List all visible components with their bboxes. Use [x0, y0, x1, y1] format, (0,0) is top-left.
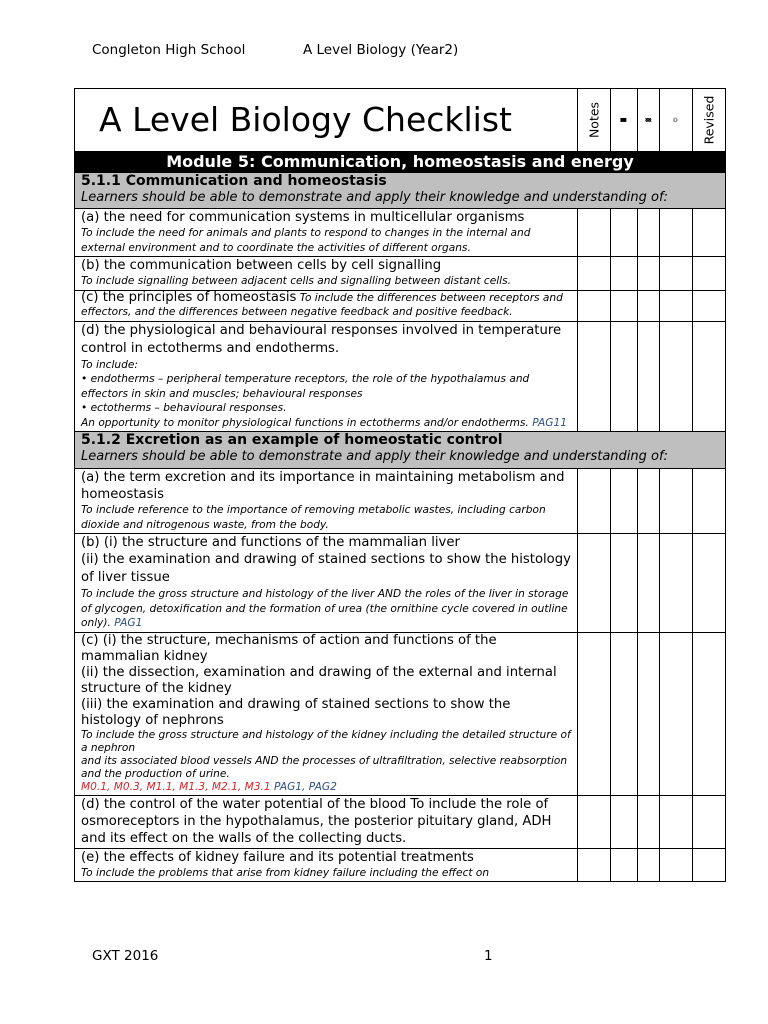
check-cell-2[interactable] [638, 209, 660, 257]
item-guidance-bullet: • endotherms – peripheral temperature receptors, the role of the hypothalamus and effectors in skin and muscles; behavioural responses [81, 373, 530, 400]
check-cell-2[interactable] [638, 257, 660, 291]
item-text: (ii) the dissection, examination and drawing of the external and internal structure of the kidney [81, 664, 557, 696]
item-text: (d) the physiological and behavioural responses involved in temperature control in ectotherms and endotherms. [81, 322, 562, 356]
check-cell-2[interactable] [638, 848, 660, 882]
item-text: (e) the effects of kidney failure and its potential treatments [81, 849, 474, 865]
maths-skills: M0.1, M0.3, M1.1, M1.3, M2.1, M3.1 [81, 780, 271, 793]
check-cell-1[interactable] [611, 469, 638, 534]
item-text: (c) (i) the structure, mechanisms of action and functions of the mammalian kidney [81, 632, 497, 664]
notes-cell[interactable] [578, 795, 611, 848]
table-row [75, 632, 726, 795]
revised-cell[interactable] [693, 795, 726, 848]
page-number: 1 [484, 948, 493, 964]
pag-reference: PAG1, PAG2 [273, 780, 337, 793]
item-text: (d) the control of the water potential of the blood To include the role of osmoreceptors in the hypothalamus, the posterior pituitary gland, ADH and its effect on the walls of the collecting ducts. [81, 796, 552, 846]
module-heading: Module 5: Communication, homeostasis and energy [75, 152, 726, 173]
title-row [75, 89, 726, 152]
item-guidance: An opportunity to monitor physiological functions in ectotherms and/or endotherms. [81, 416, 529, 429]
checklist-table [74, 88, 726, 882]
revised-cell[interactable] [693, 209, 726, 257]
column-notes: Notes [586, 101, 602, 139]
check-cell-3[interactable] [660, 534, 693, 633]
check-cell-1[interactable] [611, 632, 638, 795]
check-cell-3[interactable] [660, 209, 693, 257]
check-cell-3[interactable] [660, 321, 693, 432]
notes-cell[interactable] [578, 632, 611, 795]
section-intro: Learners should be able to demonstrate and apply their knowledge and understanding of: [81, 190, 668, 205]
check-cell-2[interactable] [638, 795, 660, 848]
check-cell-3[interactable] [660, 848, 693, 882]
check-cell-3[interactable] [660, 257, 693, 291]
notes-cell[interactable] [578, 257, 611, 291]
item-text: (a) the need for communication systems in multicellular organisms [81, 210, 525, 225]
page-title: A Level Biology Checklist [99, 100, 512, 139]
table-row [75, 469, 726, 534]
revised-cell[interactable] [693, 632, 726, 795]
check-cell-1[interactable] [611, 257, 638, 291]
revised-cell[interactable] [693, 848, 726, 882]
revised-cell[interactable] [693, 321, 726, 432]
column-3: ☺ [673, 117, 679, 123]
item-guidance: To include the gross structure and histology of the kidney including the detailed structure of a nephron [81, 728, 571, 754]
item-text: (ii) the examination and drawing of stained sections to show the histology of liver tissue [81, 552, 571, 585]
item-guidance: and its associated blood vessels AND the processes of ultrafiltration, selective reabsorption and the production of urine. [81, 754, 568, 780]
item-guidance: To include the differences between receptors and effectors, and the differences between negative feedback and positive feedback. [81, 291, 563, 318]
section-row [75, 432, 726, 469]
section-row [75, 173, 726, 209]
section-intro: Learners should be able to demonstrate and apply their knowledge and understanding of: [81, 449, 668, 464]
check-cell-3[interactable] [660, 469, 693, 534]
notes-cell[interactable] [578, 848, 611, 882]
section-title: 5.1.1 Communication and homeostasis [81, 173, 387, 189]
item-guidance: To include signalling between adjacent cells and signalling between distant cells. [81, 275, 511, 287]
section-title: 5.1.2 Excretion as an example of homeostatic control [81, 432, 503, 448]
check-cell-1[interactable] [611, 290, 638, 321]
check-cell-2[interactable] [638, 534, 660, 633]
check-cell-1[interactable] [611, 848, 638, 882]
item-text: (b) (i) the structure and functions of the mammalian liver [81, 535, 460, 550]
column-1: █ [621, 118, 627, 122]
check-cell-1[interactable] [611, 795, 638, 848]
notes-cell[interactable] [578, 469, 611, 534]
notes-cell[interactable] [578, 534, 611, 633]
check-cell-3[interactable] [660, 795, 693, 848]
revised-cell[interactable] [693, 534, 726, 633]
item-guidance: To include the gross structure and histology of the liver AND the roles of the liver in storage of glycogen, detoxification and the formation of urea (the ornithine cycle covered in outline only). [81, 588, 569, 629]
check-cell-1[interactable] [611, 321, 638, 432]
check-cell-2[interactable] [638, 321, 660, 432]
table-row [75, 290, 726, 321]
table-row [75, 848, 726, 882]
item-guidance: To include reference to the importance of removing metabolic wastes, including carbon dioxide and nitrogenous waste, from the body. [81, 504, 546, 531]
check-cell-2[interactable] [638, 290, 660, 321]
check-cell-2[interactable] [638, 469, 660, 534]
table-row [75, 795, 726, 848]
footer-label: GXT 2016 [92, 948, 159, 964]
revised-cell[interactable] [693, 469, 726, 534]
item-text: (b) the communication between cells by cell signalling [81, 258, 442, 273]
item-text: (c) the principles of homeostasis [81, 289, 297, 305]
notes-cell[interactable] [578, 321, 611, 432]
table-row [75, 534, 726, 633]
item-guidance: To include the need for animals and plants to respond to changes in the internal and external environment and to coordinate the activities of different organs. [81, 227, 531, 254]
check-cell-3[interactable] [660, 632, 693, 795]
module-row [75, 152, 726, 173]
item-guidance: To include the problems that arise from kidney failure including the effect on [81, 866, 490, 879]
item-guidance-bullet: • ectotherms – behavioural responses. [81, 402, 287, 414]
column-2: ▓ [645, 118, 652, 122]
check-cell-1[interactable] [611, 534, 638, 633]
item-text: (iii) the examination and drawing of stained sections to show the histology of nephrons [81, 696, 511, 728]
header-school: Congleton High School [92, 42, 246, 58]
notes-cell[interactable] [578, 209, 611, 257]
revised-cell[interactable] [693, 290, 726, 321]
revised-cell[interactable] [693, 257, 726, 291]
check-cell-2[interactable] [638, 632, 660, 795]
pag-reference: PAG11 [532, 416, 567, 429]
table-row [75, 257, 726, 291]
column-revised: Revised [701, 95, 717, 145]
item-guidance-intro: To include: [81, 358, 138, 371]
item-text: (a) the term excretion and its importance in maintaining metabolism and homeostasis [81, 470, 565, 502]
check-cell-3[interactable] [660, 290, 693, 321]
check-cell-1[interactable] [611, 209, 638, 257]
pag-reference: PAG1 [114, 617, 143, 629]
table-row [75, 209, 726, 257]
table-row [75, 321, 726, 432]
notes-cell[interactable] [578, 290, 611, 321]
header-course: A Level Biology (Year2) [303, 42, 459, 58]
